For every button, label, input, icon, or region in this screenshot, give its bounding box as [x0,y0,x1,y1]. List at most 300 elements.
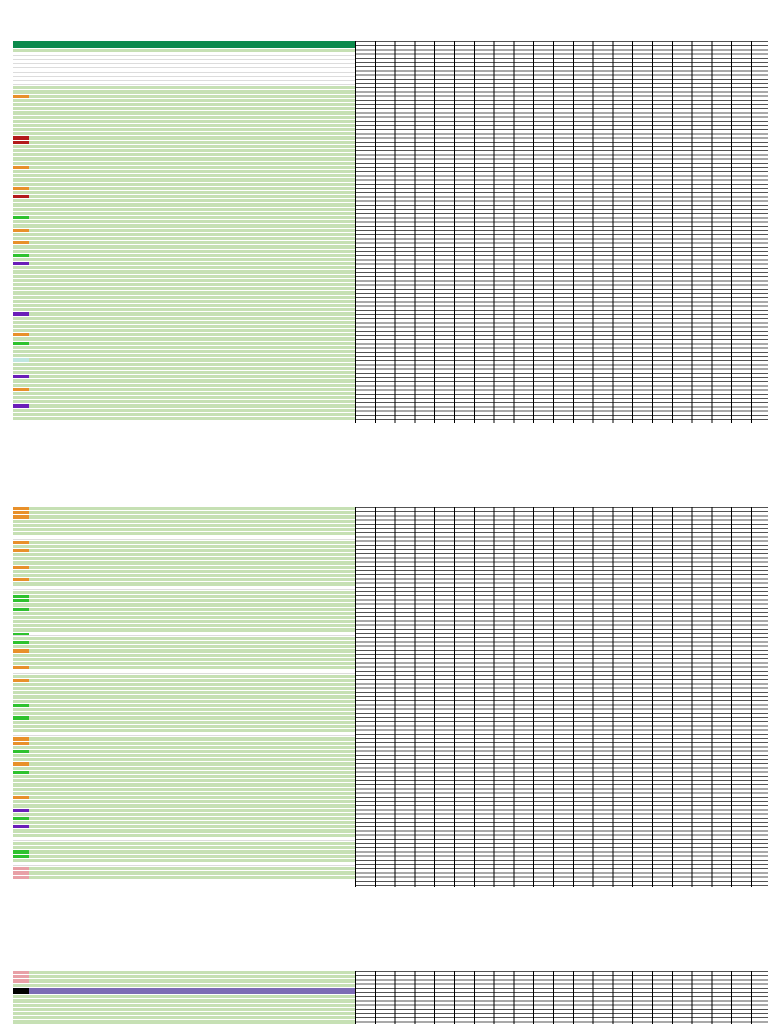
cell-ex[interactable] [249,241,355,244]
cell-ex[interactable] [249,775,355,778]
cell-ex[interactable] [249,250,355,253]
cell-type[interactable] [106,329,126,332]
cell-type[interactable] [106,608,126,611]
cell-tag[interactable] [13,136,29,139]
cell-ex[interactable] [249,662,355,665]
cell-ex[interactable] [249,842,355,845]
cell-desc[interactable] [126,65,249,68]
cell-ex[interactable] [249,208,355,211]
cell-desc[interactable] [126,199,249,202]
cell-tag[interactable] [13,178,29,181]
cell-desc[interactable] [126,325,249,328]
cell-type[interactable] [106,57,126,60]
cell-name[interactable] [29,645,106,648]
cell-name[interactable] [29,566,106,569]
cell-desc[interactable] [126,633,249,636]
cell-desc[interactable] [126,49,249,52]
cell-tag[interactable] [13,145,29,148]
cell-tag[interactable] [13,275,29,278]
cell-desc[interactable] [126,758,249,761]
cell-desc[interactable] [126,834,249,837]
cell-desc[interactable] [126,687,249,690]
cell-name[interactable] [29,325,106,328]
cell-desc[interactable] [126,111,249,114]
cell-type[interactable] [106,708,126,711]
cell-name[interactable] [29,363,106,366]
cell-desc[interactable] [126,850,249,853]
cell-tag[interactable] [13,317,29,320]
cell-ex[interactable] [249,742,355,745]
cell-type[interactable] [106,212,126,215]
cell-tag[interactable] [13,524,29,527]
cell-desc[interactable] [126,825,249,828]
cell-name[interactable] [29,834,106,837]
cell-tag[interactable] [13,199,29,202]
cell-type[interactable] [106,312,126,315]
cell-name[interactable] [29,570,106,573]
cell-name[interactable] [29,262,106,265]
cell-name[interactable] [29,367,106,370]
cell-tag[interactable] [13,712,29,715]
cell-name[interactable] [29,162,106,165]
cell-name[interactable] [29,354,106,357]
cell-tag[interactable] [13,141,29,144]
cell-desc[interactable] [126,616,249,619]
cell-ex[interactable] [249,128,355,131]
cell-desc[interactable] [126,1004,249,1007]
cell-desc[interactable] [126,975,249,978]
cell-ex[interactable] [249,779,355,782]
cell-name[interactable] [29,679,106,682]
cell-desc[interactable] [126,666,249,669]
cell-tag[interactable] [13,850,29,853]
cell-desc[interactable] [126,553,249,556]
cell-name[interactable] [29,229,106,232]
cell-ex[interactable] [249,224,355,227]
cell-ex[interactable] [249,304,355,307]
cell-tag[interactable] [13,107,29,110]
cell-name[interactable] [29,312,106,315]
cell-ex[interactable] [249,624,355,627]
cell-name[interactable] [29,203,106,206]
cell-tag[interactable] [13,620,29,623]
cell-name[interactable] [29,612,106,615]
cell-name[interactable] [29,287,106,290]
cell-tag[interactable] [13,162,29,165]
cell-ex[interactable] [249,61,355,64]
cell-ex[interactable] [249,729,355,732]
cell-ex[interactable] [249,746,355,749]
cell-tag[interactable] [13,838,29,841]
cell-ex[interactable] [249,721,355,724]
cell-type[interactable] [106,809,126,812]
cell-name[interactable] [29,183,106,186]
cell-type[interactable] [106,128,126,131]
cell-type[interactable] [106,871,126,874]
cell-type[interactable] [106,153,126,156]
cell-desc[interactable] [126,570,249,573]
cell-name[interactable] [29,796,106,799]
cell-type[interactable] [106,666,126,669]
cell-desc[interactable] [126,658,249,661]
cell-type[interactable] [106,612,126,615]
cell-type[interactable] [106,358,126,361]
cell-ex[interactable] [249,162,355,165]
cell-ex[interactable] [249,53,355,56]
cell-tag[interactable] [13,53,29,56]
cell-ex[interactable] [249,771,355,774]
cell-ex[interactable] [249,74,355,77]
cell-desc[interactable] [126,266,249,269]
cell-ex[interactable] [249,388,355,391]
cell-tag[interactable] [13,237,29,240]
cell-name[interactable] [29,65,106,68]
cell-type[interactable] [106,170,126,173]
cell-tag[interactable] [13,57,29,60]
cell-type[interactable] [106,595,126,598]
cell-type[interactable] [106,195,126,198]
cell-ex[interactable] [249,337,355,340]
cell-name[interactable] [29,1020,106,1023]
cell-tag[interactable] [13,367,29,370]
cell-type[interactable] [106,229,126,232]
cell-ex[interactable] [249,687,355,690]
cell-desc[interactable] [126,670,249,673]
cell-type[interactable] [106,95,126,98]
cell-type[interactable] [106,846,126,849]
cell-ex[interactable] [249,65,355,68]
cell-ex[interactable] [249,95,355,98]
cell-name[interactable] [29,545,106,548]
cell-name[interactable] [29,733,106,736]
cell-type[interactable] [106,354,126,357]
cell-tag[interactable] [13,708,29,711]
cell-type[interactable] [106,245,126,248]
cell-name[interactable] [29,317,106,320]
cell-desc[interactable] [126,187,249,190]
cell-ex[interactable] [249,90,355,93]
cell-type[interactable] [106,729,126,732]
cell-ex[interactable] [249,825,355,828]
cell-ex[interactable] [249,570,355,573]
cell-type[interactable] [106,591,126,594]
cell-tag[interactable] [13,758,29,761]
cell-tag[interactable] [13,1008,29,1011]
cell-name[interactable] [29,716,106,719]
cell-desc[interactable] [126,183,249,186]
cell-type[interactable] [106,520,126,523]
cell-name[interactable] [29,829,106,832]
cell-desc[interactable] [126,136,249,139]
cell-name[interactable] [29,712,106,715]
cell-desc[interactable] [126,863,249,866]
cell-desc[interactable] [126,746,249,749]
cell-type[interactable] [106,511,126,514]
cell-ex[interactable] [249,561,355,564]
cell-tag[interactable] [13,283,29,286]
cell-desc[interactable] [126,145,249,148]
cell-tag[interactable] [13,157,29,160]
cell-type[interactable] [106,829,126,832]
cell-desc[interactable] [126,308,249,311]
cell-ex[interactable] [249,758,355,761]
cell-type[interactable] [106,524,126,527]
cell-ex[interactable] [249,863,355,866]
cell-tag[interactable] [13,654,29,657]
cell-desc[interactable] [126,203,249,206]
cell-name[interactable] [29,379,106,382]
cell-tag[interactable] [13,203,29,206]
cell-type[interactable] [106,821,126,824]
cell-ex[interactable] [249,258,355,261]
cell-desc[interactable] [126,296,249,299]
cell-ex[interactable] [249,633,355,636]
cell-tag[interactable] [13,683,29,686]
cell-desc[interactable] [126,771,249,774]
cell-desc[interactable] [126,603,249,606]
cell-type[interactable] [106,208,126,211]
cell-ex[interactable] [249,69,355,72]
cell-type[interactable] [106,78,126,81]
cell-tag[interactable] [13,413,29,416]
cell-tag[interactable] [13,86,29,89]
cell-tag[interactable] [13,742,29,745]
cell-ex[interactable] [249,174,355,177]
cell-desc[interactable] [126,132,249,135]
cell-name[interactable] [29,283,106,286]
cell-ex[interactable] [249,532,355,535]
cell-ex[interactable] [249,400,355,403]
cell-tag[interactable] [13,771,29,774]
cell-type[interactable] [106,995,126,998]
cell-desc[interactable] [126,695,249,698]
cell-name[interactable] [29,821,106,824]
cell-name[interactable] [29,515,106,518]
cell-name[interactable] [29,95,106,98]
cell-type[interactable] [106,863,126,866]
cell-ex[interactable] [249,850,355,853]
cell-name[interactable] [29,174,106,177]
cell-tag[interactable] [13,350,29,353]
cell-name[interactable] [29,375,106,378]
cell-ex[interactable] [249,312,355,315]
cell-name[interactable] [29,220,106,223]
cell-desc[interactable] [126,641,249,644]
cell-type[interactable] [106,203,126,206]
cell-ex[interactable] [249,876,355,879]
cell-tag[interactable] [13,49,29,52]
cell-name[interactable] [29,775,106,778]
cell-desc[interactable] [126,984,249,987]
cell-name[interactable] [29,409,106,412]
cell-desc[interactable] [126,800,249,803]
cell-desc[interactable] [126,624,249,627]
cell-tag[interactable] [13,270,29,273]
cell-name[interactable] [29,979,106,982]
cell-desc[interactable] [126,275,249,278]
cell-type[interactable] [106,679,126,682]
cell-tag[interactable] [13,624,29,627]
cell-ex[interactable] [249,157,355,160]
cell-ex[interactable] [249,1016,355,1019]
cell-ex[interactable] [249,300,355,303]
cell-desc[interactable] [126,157,249,160]
cell-ex[interactable] [249,141,355,144]
cell-name[interactable] [29,608,106,611]
cell-tag[interactable] [13,549,29,552]
cell-ex[interactable] [249,675,355,678]
cell-ex[interactable] [249,86,355,89]
cell-type[interactable] [106,817,126,820]
cell-tag[interactable] [13,82,29,85]
cell-tag[interactable] [13,796,29,799]
cell-name[interactable] [29,241,106,244]
cell-ex[interactable] [249,679,355,682]
cell-type[interactable] [106,850,126,853]
cell-name[interactable] [29,384,106,387]
cell-name[interactable] [29,511,106,514]
cell-type[interactable] [106,528,126,531]
cell-desc[interactable] [126,367,249,370]
cell-desc[interactable] [126,524,249,527]
cell-tag[interactable] [13,354,29,357]
cell-desc[interactable] [126,229,249,232]
cell-type[interactable] [106,199,126,202]
cell-tag[interactable] [13,379,29,382]
cell-type[interactable] [106,174,126,177]
cell-name[interactable] [29,995,106,998]
cell-desc[interactable] [126,107,249,110]
cell-name[interactable] [29,74,106,77]
cell-ex[interactable] [249,363,355,366]
cell-type[interactable] [106,984,126,987]
cell-name[interactable] [29,400,106,403]
cell-ex[interactable] [249,557,355,560]
cell-name[interactable] [29,850,106,853]
cell-desc[interactable] [126,662,249,665]
cell-tag[interactable] [13,279,29,282]
cell-desc[interactable] [126,53,249,56]
cell-tag[interactable] [13,687,29,690]
cell-name[interactable] [29,69,106,72]
cell-type[interactable] [106,771,126,774]
cell-name[interactable] [29,825,106,828]
cell-ex[interactable] [249,700,355,703]
cell-ex[interactable] [249,733,355,736]
cell-tag[interactable] [13,750,29,753]
cell-tag[interactable] [13,649,29,652]
cell-desc[interactable] [126,120,249,123]
cell-type[interactable] [106,187,126,190]
cell-ex[interactable] [249,683,355,686]
cell-tag[interactable] [13,224,29,227]
cell-name[interactable] [29,658,106,661]
cell-tag[interactable] [13,511,29,514]
cell-ex[interactable] [249,616,355,619]
cell-name[interactable] [29,275,106,278]
cell-ex[interactable] [249,737,355,740]
cell-desc[interactable] [126,582,249,585]
cell-desc[interactable] [126,536,249,539]
cell-type[interactable] [106,767,126,770]
cell-ex[interactable] [249,654,355,657]
cell-ex[interactable] [249,867,355,870]
cell-name[interactable] [29,157,106,160]
cell-tag[interactable] [13,74,29,77]
cell-type[interactable] [106,624,126,627]
cell-tag[interactable] [13,691,29,694]
cell-ex[interactable] [249,641,355,644]
cell-ex[interactable] [249,1020,355,1023]
cell-name[interactable] [29,532,106,535]
cell-name[interactable] [29,195,106,198]
cell-type[interactable] [106,633,126,636]
cell-name[interactable] [29,549,106,552]
cell-tag[interactable] [13,220,29,223]
cell-desc[interactable] [126,375,249,378]
cell-desc[interactable] [126,817,249,820]
cell-type[interactable] [106,388,126,391]
cell-tag[interactable] [13,641,29,644]
cell-ex[interactable] [249,178,355,181]
cell-ex[interactable] [249,975,355,978]
cell-type[interactable] [106,183,126,186]
cell-type[interactable] [106,1012,126,1015]
cell-type[interactable] [106,545,126,548]
cell-name[interactable] [29,779,106,782]
cell-tag[interactable] [13,404,29,407]
cell-type[interactable] [106,838,126,841]
cell-type[interactable] [106,683,126,686]
cell-desc[interactable] [126,675,249,678]
cell-type[interactable] [106,758,126,761]
cell-ex[interactable] [249,287,355,290]
cell-name[interactable] [29,675,106,678]
cell-name[interactable] [29,103,106,106]
cell-desc[interactable] [126,532,249,535]
cell-desc[interactable] [126,220,249,223]
cell-desc[interactable] [126,379,249,382]
cell-name[interactable] [29,863,106,866]
cell-name[interactable] [29,413,106,416]
cell-desc[interactable] [126,250,249,253]
cell-type[interactable] [106,375,126,378]
cell-desc[interactable] [126,178,249,181]
cell-name[interactable] [29,809,106,812]
cell-ex[interactable] [249,582,355,585]
cell-tag[interactable] [13,208,29,211]
cell-tag[interactable] [13,229,29,232]
cell-type[interactable] [106,783,126,786]
cell-type[interactable] [106,120,126,123]
cell-ex[interactable] [249,120,355,123]
cell-desc[interactable] [126,813,249,816]
cell-name[interactable] [29,99,106,102]
cell-tag[interactable] [13,1004,29,1007]
cell-type[interactable] [106,404,126,407]
cell-tag[interactable] [13,800,29,803]
cell-tag[interactable] [13,212,29,215]
cell-ex[interactable] [249,354,355,357]
cell-type[interactable] [106,704,126,707]
cell-tag[interactable] [13,591,29,594]
cell-desc[interactable] [126,971,249,974]
cell-desc[interactable] [126,162,249,165]
cell-desc[interactable] [126,237,249,240]
cell-desc[interactable] [126,742,249,745]
cell-tag[interactable] [13,809,29,812]
cell-ex[interactable] [249,262,355,265]
